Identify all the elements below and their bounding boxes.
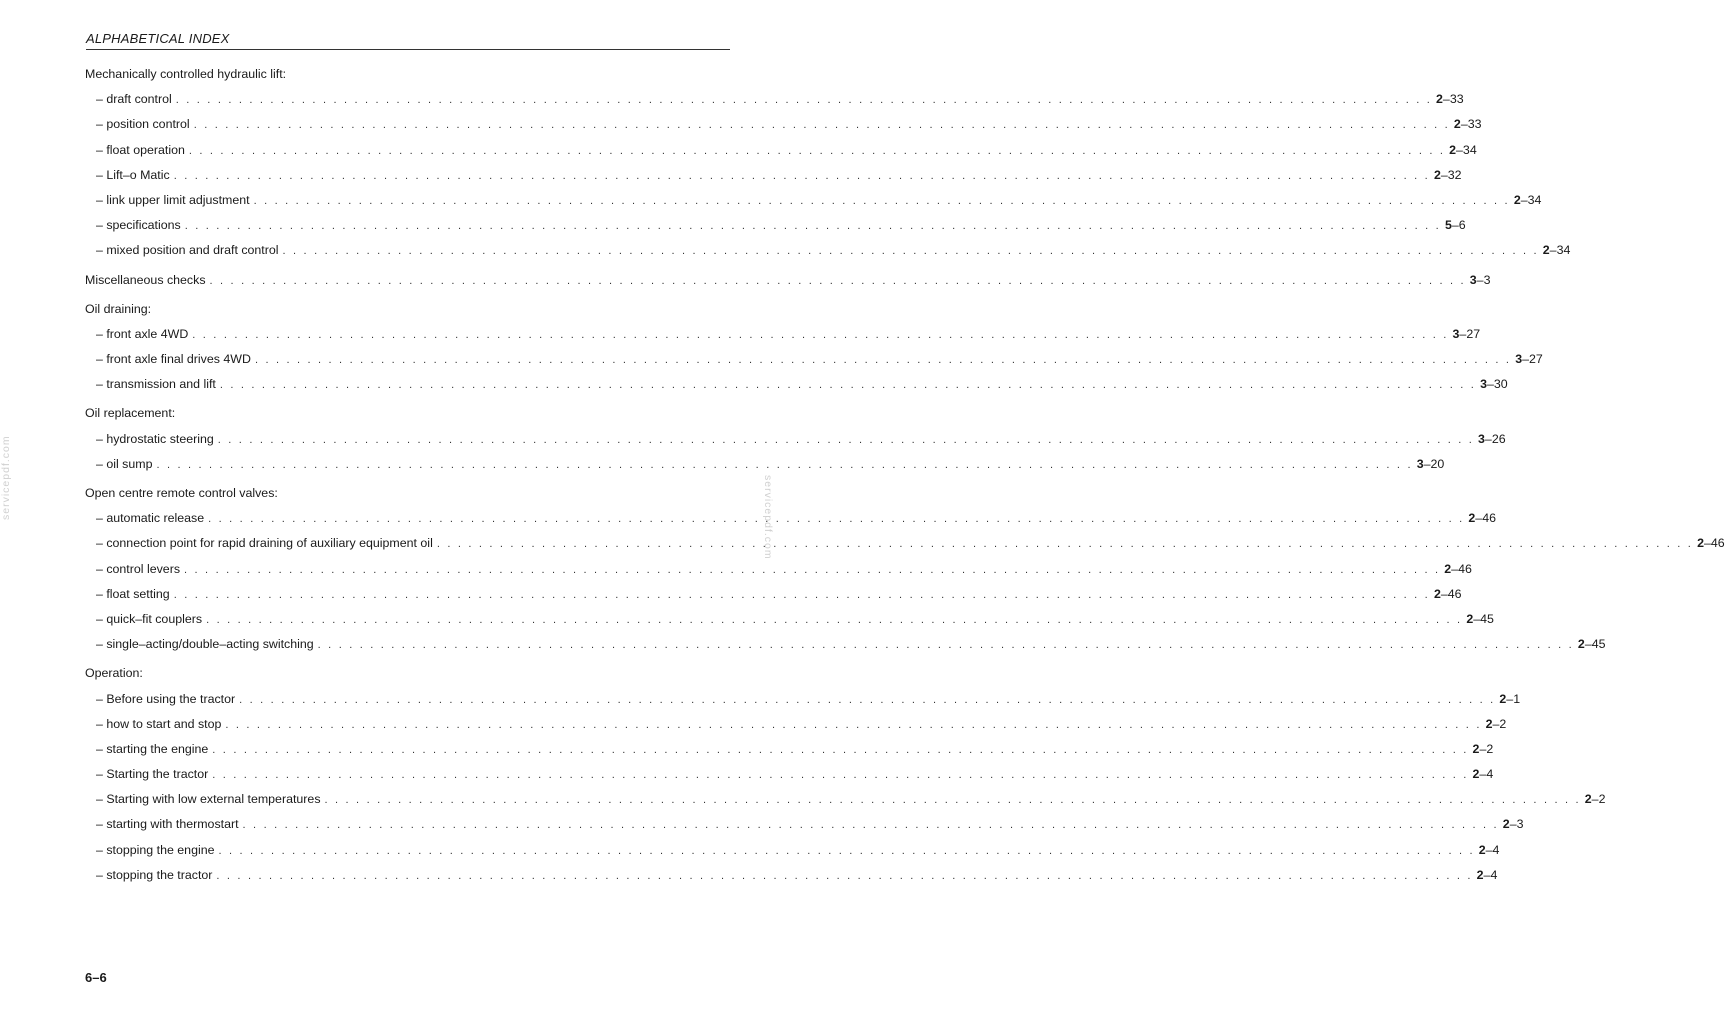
index-entry [85,863,1498,888]
entry-label: – Starting with low external temperatures [96,792,321,807]
entry-label: – single–acting/double–acting switching [96,637,314,652]
entry-label: – Before using the tractor [96,691,236,706]
page-separator: – [1440,586,1448,601]
entry-page-ref [1432,87,1464,112]
entry-label: – stopping the tractor [96,867,213,882]
index-section [85,297,1543,398]
entry-label: – how to start and stop [96,716,222,731]
entry-page: 33 [1449,92,1464,107]
entry-chapter: 2 [1697,536,1704,551]
entry-chapter: 2 [1476,867,1484,882]
entry-chapter: 2 [1584,792,1592,807]
dot-leader: . . . . . . . . . . . . . . . . . . . . . . . . . . . . . . . . . . . . . . . . . . . . . . . . . . . . . . . . . . . . . . . . . . . . . . . . . . . . . . . . . . . . . . . . . . . . . . . . . . . . . . . . . . . . . . . . . . . . . . . . [242,819,1499,832]
entry-label: – link upper limit adjustment [96,192,250,207]
section-title: Operation: [85,666,143,681]
entry-chapter: 2 [1433,586,1441,601]
entry-page: 2 [1499,716,1507,731]
entry-label: – control levers [96,561,181,576]
entry-chapter: 2 [1542,243,1550,258]
entry-page-ref [1693,531,1725,556]
entry-page: 3 [1483,272,1491,287]
dot-leader: . . . . . . . . . . . . . . . . . . . . . . . . . . . . . . . . . . . . . . . . . . . . . . . . . . . . . . . . . . . . . . . . . . . . . . . . . . . . . . . . . . . . . . . . . . . . . . . . . . . . . . . . . . . . . . . . . . . . . . . . [173,588,1430,601]
dot-leader: . . . . . . . . . . . . . . . . . . . . . . . . . . . . . . . . . . . . . . . . . . . . . . . . . . . . . . . . . . . . . . . . . . . . . . . . . . . . . . . . . . . . . . . . . . . . . . . . . . . . . . . . . . . . . . . . . . . . . . . . [436,538,1694,551]
entry-page: 26 [1491,431,1506,446]
entry-page-ref [1430,582,1462,607]
index-entry [85,737,1494,762]
page-separator: – [1591,792,1599,807]
entry-page-ref [1469,737,1494,762]
entry-page-ref [1462,607,1494,632]
entry-chapter: 2 [1433,167,1441,182]
entry-label: – automatic release [96,511,205,526]
entry-page-ref [1574,632,1606,657]
page-separator: – [1703,536,1711,551]
index-entry [85,347,1543,372]
index-entry [85,812,1524,837]
entry-page-ref [1413,452,1445,477]
dot-leader: . . . . . . . . . . . . . . . . . . . . . . . . . . . . . . . . . . . . . . . . . . . . . . . . . . . . . . . . . . . . . . . . . . . . . . . . . . . . . . . . . . . . . . . . . . . . . . . . . . . . . . . . . . . . . . . . . . . . . . . . [156,458,1413,471]
entry-chapter: 2 [1472,741,1480,756]
page-separator: – [1456,142,1463,157]
entry-label: Miscellaneous checks [85,272,206,287]
index-entry [85,632,1606,657]
entry-chapter: 2 [1577,637,1585,652]
dot-leader: . . . . . . . . . . . . . . . . . . . . . . . . . . . . . . . . . . . . . . . . . . . . . . . . . . . . . . . . . . . . . . . . . . . . . . . . . . . . . . . . . . . . . . . . . . . . . . . . . . . . . . . . . . . . . . . . . . . . . . . . [282,245,1539,258]
page-separator: – [1451,218,1459,233]
entry-page: 20 [1430,456,1445,471]
index-entry [85,188,1542,213]
entry-page: 27 [1466,326,1481,341]
entry-page-ref [1430,163,1462,188]
entry-page: 3 [1516,817,1524,832]
page-title: ALPHABETICAL INDEX [86,31,230,46]
entry-page: 4 [1490,867,1498,882]
index-entry [85,87,1464,112]
entry-page: 4 [1486,767,1494,782]
index-entry [85,557,1472,582]
entry-label: – front axle 4WD [96,326,189,341]
entry-page-ref [1473,863,1498,888]
entry-page-ref [1495,687,1520,712]
entry-chapter: 3 [1469,272,1477,287]
entry-chapter: 3 [1452,326,1460,341]
dot-leader: . . . . . . . . . . . . . . . . . . . . . . . . . . . . . . . . . . . . . . . . . . . . . . . . . . . . . . . . . . . . . . . . . . . . . . . . . . . . . . . . . . . . . . . . . . . . . . . . . . . . . . . . . . . . . . . . . . . . . . . . [254,354,1512,367]
entry-chapter: 2 [1499,691,1507,706]
entry-page-ref [1441,213,1466,238]
entry-label: – Starting the tractor [96,767,209,782]
entry-page-ref [1445,138,1477,163]
page-number: 6–6 [85,970,107,985]
dot-leader: . . . . . . . . . . . . . . . . . . . . . . . . . . . . . . . . . . . . . . . . . . . . . . . . . . . . . . . . . . . . . . . . . . . . . . . . . . . . . . . . . . . . . . . . . . . . . . . . . . . . . . . . . . . . . . . . . . . . . . . . [225,718,1482,731]
page-separator: – [1479,741,1487,756]
section-title: Open centre remote control valves: [85,486,278,500]
index-section [85,62,1571,264]
entry-page: 32 [1447,167,1462,182]
section-title: Oil draining: [85,301,152,316]
watermark-left: servicepdf.com [0,435,12,520]
section-title: Oil replacement: [85,406,176,421]
dot-leader: . . . . . . . . . . . . . . . . . . . . . . . . . . . . . . . . . . . . . . . . . . . . . . . . . . . . . . . . . . . . . . . . . . . . . . . . . . . . . . . . . . . . . . . . . . . . . . . . . . . . . . . . . . . . . . . . . . . . . . . . [212,769,1469,782]
entry-label: – specifications [96,218,181,233]
entry-page: 27 [1529,352,1543,367]
index-entry [85,213,1466,238]
index-entry [85,506,1496,531]
entry-label: – position control [96,117,190,132]
entry-page: 45 [1591,637,1606,652]
entry-label: – starting the engine [96,741,209,756]
page-separator: – [1584,637,1592,652]
entry-page: 46 [1447,586,1462,601]
entry-page: 46 [1710,536,1725,551]
entry-page: 45 [1480,611,1494,626]
entry-page-ref [1499,812,1524,837]
index-entry [85,787,1606,812]
index-entry [85,838,1500,863]
entry-label: – draft control [96,92,172,107]
entry-chapter: 2 [1513,192,1521,207]
entry-page-ref [1475,838,1500,863]
index-entry [85,687,1521,712]
dot-leader: . . . . . . . . . . . . . . . . . . . . . . . . . . . . . . . . . . . . . . . . . . . . . . . . . . . . . . . . . . . . . . . . . . . . . . . . . . . . . . . . . . . . . . . . . . . . . . . . . . . . . . . . . . . . . . . . . . . . . . . . [324,794,1581,807]
index-entry [85,238,1571,263]
entry-page-ref [1464,506,1496,531]
page-separator: – [1476,272,1484,287]
dot-leader: . . . . . . . . . . . . . . . . . . . . . . . . . . . . . . . . . . . . . . . . . . . . . . . . . . . . . . . . . . . . . . . . . . . . . . . . . . . . . . . . . . . . . . . . . . . . . . . . . . . . . . . . . . . . . . . . . . . . . . . . [209,274,1466,287]
entry-label: – stopping the engine [96,842,215,857]
entry-label: – hydrostatic steering [96,431,214,446]
index-entry [85,372,1508,397]
index-entry [85,582,1462,607]
entry-page-ref [1440,557,1472,582]
entry-label: – float operation [96,142,185,157]
entry-page-ref [1449,322,1481,347]
entry-chapter: 2 [1444,561,1452,576]
index-entry [85,531,1725,556]
entry-label: – quick–fit couplers [96,611,203,626]
entry-label: – float setting [96,586,170,601]
section-title: Mechanically controlled hydraulic lift: [85,67,287,81]
entry-page-ref [1469,762,1494,787]
page-separator: – [1423,456,1431,471]
page-separator: – [1506,691,1514,706]
entry-page-ref [1581,787,1606,812]
page-separator: – [1520,192,1528,207]
entry-page-ref [1539,238,1571,263]
dot-leader: . . . . . . . . . . . . . . . . . . . . . . . . . . . . . . . . . . . . . . . . . . . . . . . . . . . . . . . . . . . . . . . . . . . . . . . . . . . . . . . . . . . . . . . . . . . . . . . . . . . . . . . . . . . . . . . . . . . . . . . . [175,94,1432,107]
entry-page: 1 [1513,691,1521,706]
entry-page: 34 [1556,243,1571,258]
dot-leader: . . . . . . . . . . . . . . . . . . . . . . . . . . . . . . . . . . . . . . . . . . . . . . . . . . . . . . . . . . . . . . . . . . . . . . . . . . . . . . . . . . . . . . . . . . . . . . . . . . . . . . . . . . . . . . . . . . . . . . . . [184,220,1441,233]
entry-chapter: 2 [1472,767,1480,782]
entry-page: 30 [1493,377,1508,392]
entry-chapter: 3 [1480,377,1487,392]
entry-chapter: 2 [1436,92,1443,107]
index-entry [85,712,1507,737]
dot-leader: . . . . . . . . . . . . . . . . . . . . . . . . . . . . . . . . . . . . . . . . . . . . . . . . . . . . . . . . . . . . . . . . . . . . . . . . . . . . . . . . . . . . . . . . . . . . . . . . . . . . . . . . . . . . . . . . . . . . . . . . [212,743,1469,756]
dot-leader: . . . . . . . . . . . . . . . . . . . . . . . . . . . . . . . . . . . . . . . . . . . . . . . . . . . . . . . . . . . . . . . . . . . . . . . . . . . . . . . . . . . . . . . . . . . . . . . . . . . . . . . . . . . . . . . . . . . . . . . . [216,869,1473,882]
page-separator: – [1442,92,1450,107]
dot-leader: . . . . . . . . . . . . . . . . . . . . . . . . . . . . . . . . . . . . . . . . . . . . . . . . . . . . . . . . . . . . . . . . . . . . . . . . . . . . . . . . . . . . . . . . . . . . . . . . . . . . . . . . . . . . . . . . . . . . . . . . [173,169,1430,182]
index-entry [85,112,1482,137]
entry-page: 46 [1482,511,1496,526]
dot-leader: . . . . . . . . . . . . . . . . . . . . . . . . . . . . . . . . . . . . . . . . . . . . . . . . . . . . . . . . . . . . . . . . . . . . . . . . . . . . . . . . . . . . . . . . . . . . . . . . . . . . . . . . . . . . . . . . . . . . . . . . [219,379,1477,392]
entry-page-ref [1474,427,1506,452]
entry-page-ref [1450,112,1482,137]
page-separator: – [1479,767,1487,782]
entry-page: 6 [1458,218,1466,233]
dot-leader: . . . . . . . . . . . . . . . . . . . . . . . . . . . . . . . . . . . . . . . . . . . . . . . . . . . . . . . . . . . . . . . . . . . . . . . . . . . . . . . . . . . . . . . . . . . . . . . . . . . . . . . . . . . . . . . . . . . . . . . . [193,119,1450,132]
index-section [85,401,1506,477]
index-section [85,661,1606,888]
entry-page: 34 [1462,142,1477,157]
dot-leader: . . . . . . . . . . . . . . . . . . . . . . . . . . . . . . . . . . . . . . . . . . . . . . . . . . . . . . . . . . . . . . . . . . . . . . . . . . . . . . . . . . . . . . . . . . . . . . . . . . . . . . . . . . . . . . . . . . . . . . . . [192,328,1449,341]
entry-page-ref [1476,372,1508,397]
entry-page-ref [1511,347,1543,372]
entry-label: – mixed position and draft control [96,243,279,258]
entry-chapter: 2 [1478,842,1486,857]
entry-page: 33 [1467,117,1482,132]
entry-label: – oil sump [96,456,153,471]
entry-page: 4 [1492,842,1500,857]
page-separator: – [1509,817,1517,832]
entry-label: – front axle final drives 4WD [96,352,251,367]
entry-chapter: 3 [1515,352,1523,367]
page-separator: – [1451,561,1459,576]
page-separator: – [1473,611,1481,626]
entry-page-ref [1510,188,1542,213]
entry-chapter: 2 [1449,142,1457,157]
watermark-right: servicepdf.com [762,475,774,560]
entry-page: 2 [1598,792,1606,807]
entry-label: – starting with thermostart [96,817,239,832]
index-entry [85,163,1462,188]
index-entry [85,268,1491,293]
entry-chapter: 3 [1416,456,1424,471]
dot-leader: . . . . . . . . . . . . . . . . . . . . . . . . . . . . . . . . . . . . . . . . . . . . . . . . . . . . . . . . . . . . . . . . . . . . . . . . . . . . . . . . . . . . . . . . . . . . . . . . . . . . . . . . . . . . . . . . . . . . . . . . [184,563,1441,576]
index-section [85,268,1491,293]
entry-label: – connection point for rapid draining of auxiliary equipment oil [96,536,433,551]
page-separator: – [1459,326,1467,341]
page-separator: – [1484,431,1492,446]
dot-leader: . . . . . . . . . . . . . . . . . . . . . . . . . . . . . . . . . . . . . . . . . . . . . . . . . . . . . . . . . . . . . . . . . . . . . . . . . . . . . . . . . . . . . . . . . . . . . . . . . . . . . . . . . . . . . . . . . . . . . . . . [206,613,1463,626]
page-header [86,30,730,50]
entry-chapter: 3 [1478,431,1485,446]
entry-chapter: 2 [1466,611,1474,626]
dot-leader: . . . . . . . . . . . . . . . . . . . . . . . . . . . . . . . . . . . . . . . . . . . . . . . . . . . . . . . . . . . . . . . . . . . . . . . . . . . . . . . . . . . . . . . . . . . . . . . . . . . . . . . . . . . . . . . . . . . . . . . . [217,433,1475,446]
index-entry [85,427,1506,452]
entry-page-ref [1482,712,1507,737]
entry-page: 34 [1527,192,1542,207]
entry-page-ref [1466,268,1491,293]
dot-leader: . . . . . . . . . . . . . . . . . . . . . . . . . . . . . . . . . . . . . . . . . . . . . . . . . . . . . . . . . . . . . . . . . . . . . . . . . . . . . . . . . . . . . . . . . . . . . . . . . . . . . . . . . . . . . . . . . . . . . . . . [317,639,1574,652]
entry-chapter: 2 [1485,716,1493,731]
dot-leader: . . . . . . . . . . . . . . . . . . . . . . . . . . . . . . . . . . . . . . . . . . . . . . . . . . . . . . . . . . . . . . . . . . . . . . . . . . . . . . . . . . . . . . . . . . . . . . . . . . . . . . . . . . . . . . . . . . . . . . . . [239,693,1496,706]
entry-chapter: 2 [1502,817,1510,832]
dot-leader: . . . . . . . . . . . . . . . . . . . . . . . . . . . . . . . . . . . . . . . . . . . . . . . . . . . . . . . . . . . . . . . . . . . . . . . . . . . . . . . . . . . . . . . . . . . . . . . . . . . . . . . . . . . . . . . . . . . . . . . . [253,194,1510,207]
index-entry [85,322,1481,347]
entry-label: – Lift–o Matic [96,167,170,182]
entry-chapter: 2 [1453,117,1461,132]
page-separator: – [1549,243,1557,258]
index-entry [85,138,1477,163]
dot-leader: . . . . . . . . . . . . . . . . . . . . . . . . . . . . . . . . . . . . . . . . . . . . . . . . . . . . . . . . . . . . . . . . . . . . . . . . . . . . . . . . . . . . . . . . . . . . . . . . . . . . . . . . . . . . . . . . . . . . . . . . [188,144,1446,157]
index-entry [85,762,1494,787]
entry-chapter: 5 [1444,218,1452,233]
page-separator: – [1486,377,1494,392]
index-entry [85,607,1494,632]
page-separator: – [1460,117,1468,132]
dot-leader: . . . . . . . . . . . . . . . . . . . . . . . . . . . . . . . . . . . . . . . . . . . . . . . . . . . . . . . . . . . . . . . . . . . . . . . . . . . . . . . . . . . . . . . . . . . . . . . . . . . . . . . . . . . . . . . . . . . . . . . . [208,513,1465,526]
dot-leader: . . . . . . . . . . . . . . . . . . . . . . . . . . . . . . . . . . . . . . . . . . . . . . . . . . . . . . . . . . . . . . . . . . . . . . . . . . . . . . . . . . . . . . . . . . . . . . . . . . . . . . . . . . . . . . . . . . . . . . . . [218,844,1475,857]
page-separator: – [1440,167,1448,182]
index-entry [85,452,1445,477]
entry-chapter: 2 [1468,511,1476,526]
page-separator: – [1522,352,1529,367]
page-separator: – [1485,842,1493,857]
page-separator: – [1492,716,1500,731]
entry-page: 2 [1486,741,1494,756]
entry-label: – transmission and lift [96,377,216,392]
entry-page: 46 [1458,561,1472,576]
page-separator: – [1475,511,1483,526]
page-separator: – [1483,867,1491,882]
